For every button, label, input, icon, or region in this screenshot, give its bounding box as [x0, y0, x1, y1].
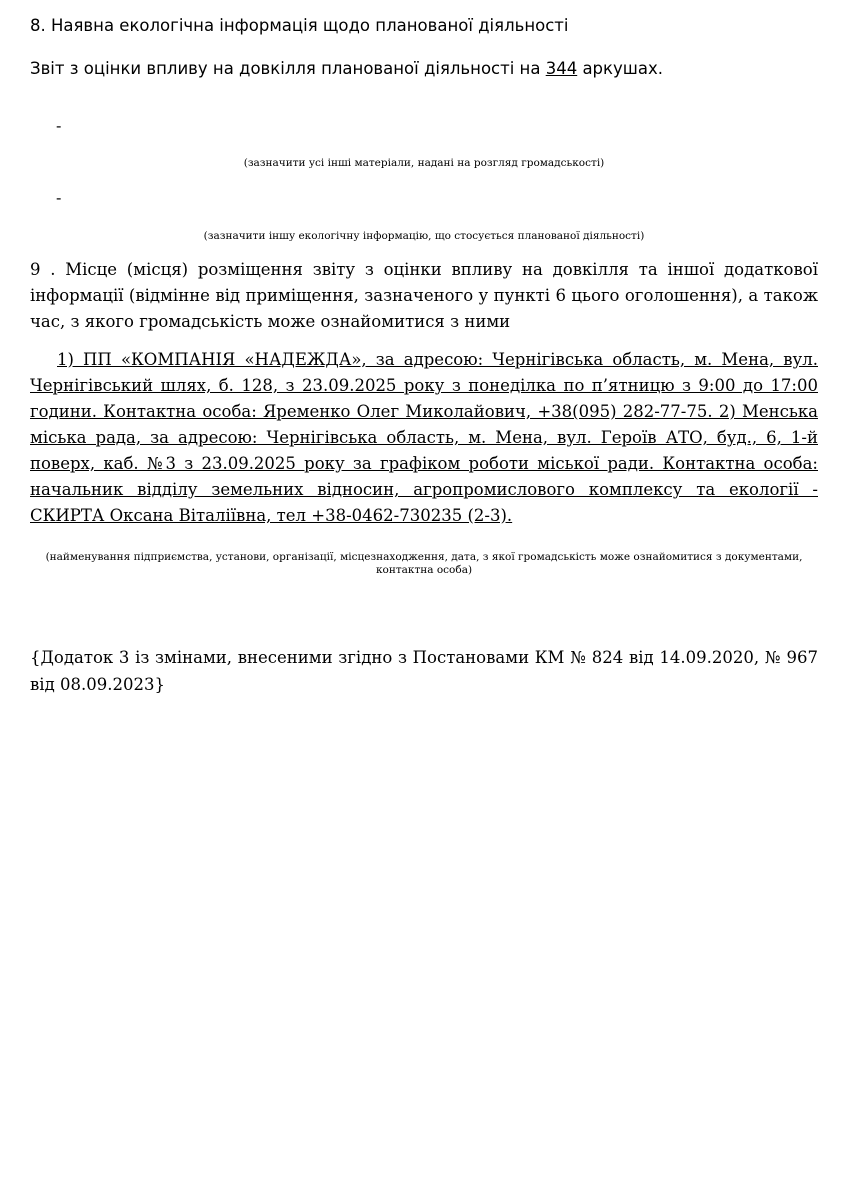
report-pages-line	[30, 59, 663, 78]
report-locations-note: (найменування підприємства, установи, організації, місцезнаходження, дата, з якої громадськість може ознайомитися з документами, контактна особа)	[45, 551, 803, 576]
other-info-value: -	[56, 188, 62, 207]
section-9-heading: 9 . Місце (місця) розміщення звіту з оцінки впливу на довкілля та іншої додаткової інформації (відмінне від приміщення, зазначеного у пункті 6 цього оголошення), а також час, з якого громадськість може ознайомитися з ними	[30, 260, 818, 331]
appendix-amendment-note: {Додаток 3 із змінами, внесеними згідно з Постановами КМ № 824 від 14.09.2020, № 967 від 08.09.2023}	[30, 648, 818, 694]
report-locations-text: 1) ПП «КОМПАНІЯ «НАДЕЖДА», за адресою: Чернігівська область, м. Мена, вул. Чернігівський шлях, б. 128, з 23.09.2025 року з понеділка по п’ятницю з 9:00 до 17:00 години. Контактна особа: Яременко Олег Миколайович, +38(095) 282-77-75. 2) Менська міська рада, за адресою: Чернігівська область, м. Мена, вул. Героїв АТО, буд., 6, 1-й поверх, каб. №3 з 23.09.2025 року за графіком роботи міської ради. Контактна особа: начальник відділу земельних відносин, агропромислового комплексу та екології - СКИРТА Оксана Віталіївна, тел +38-0462-730235 (2-3).	[30, 350, 818, 525]
other-materials-note: (зазначити усі інші матеріали, надані на розгляд громадськості)	[243, 157, 605, 169]
report-suffix: аркушах.	[577, 59, 663, 78]
report-pages-count: 344	[545, 59, 578, 78]
section-8-heading: 8. Наявна екологічна інформація щодо планованої діяльності	[30, 16, 569, 35]
other-info-note: (зазначити іншу екологічну інформацію, що стосується планованої діяльності)	[203, 230, 645, 242]
other-materials-value: -	[56, 116, 62, 135]
report-prefix: Звіт з оцінки впливу на довкілля планованої діяльності на	[30, 59, 546, 78]
